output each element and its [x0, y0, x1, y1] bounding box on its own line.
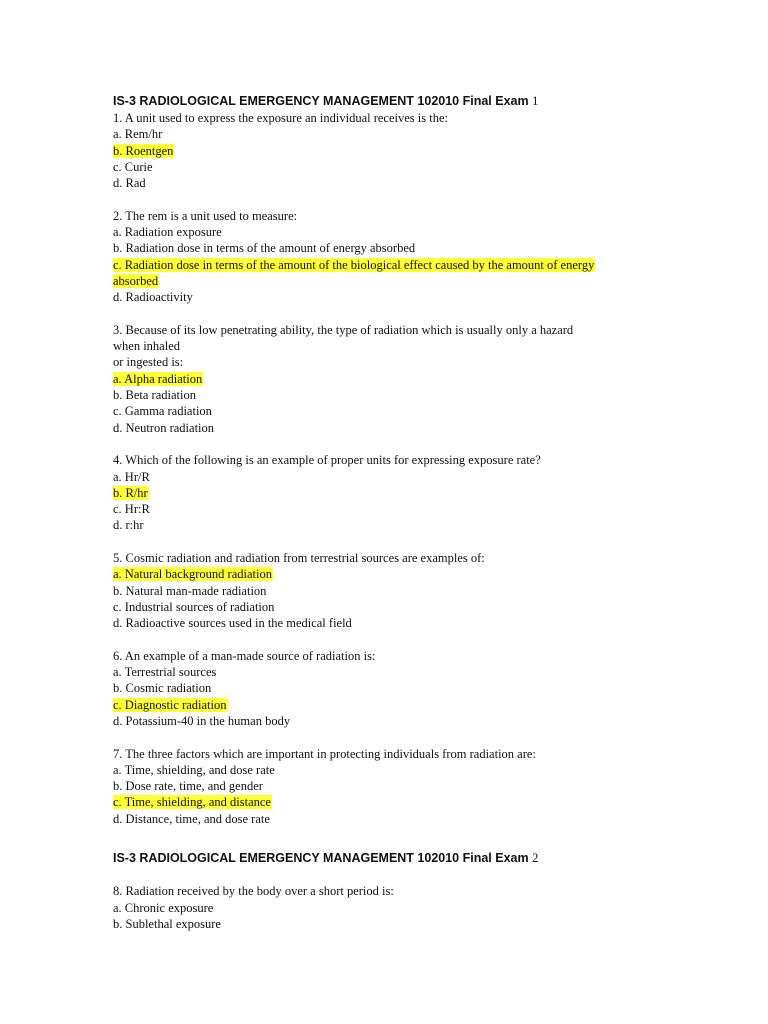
answer-option: c. Gamma radiation: [113, 404, 212, 419]
answer-option-correct: [113, 566, 673, 582]
answer-option-correct: [113, 697, 673, 713]
highlighted-answer: a. Alpha radiation: [113, 371, 203, 386]
spacer: [113, 827, 673, 849]
spacer: [113, 729, 673, 745]
answer-option: a. Chronic exposure: [113, 900, 214, 915]
answer-option-correct: [113, 257, 673, 273]
answer-option-correct: [113, 371, 673, 387]
answer-option: a. Rem/hr: [113, 127, 163, 142]
highlighted-answer: a. Natural background radiation: [113, 567, 272, 582]
answer-option: d. Radioactivity: [113, 290, 193, 305]
answer-option-correct-continued: [113, 273, 673, 289]
question-6: [113, 648, 673, 729]
spacer: [113, 867, 673, 883]
spacer: [113, 191, 673, 207]
answer-option-correct: [113, 485, 673, 501]
answer-option-correct: [113, 143, 673, 159]
exam-document: [113, 92, 673, 932]
answer-option: b. Natural man-made radiation: [113, 583, 267, 598]
answer-option: b. Dose rate, time, and gender: [113, 779, 263, 794]
spacer: [113, 306, 673, 322]
question-text: 3. Because of its low penetrating ability, the type of radiation which is usually only a hazard: [113, 322, 574, 337]
page-number: 1: [532, 94, 539, 108]
answer-option: c. Industrial sources of radiation: [113, 599, 275, 614]
highlighted-answer: b. R/hr: [113, 485, 148, 500]
answer-option: a. Terrestrial sources: [113, 665, 217, 680]
highlighted-answer: absorbed: [113, 273, 159, 288]
answer-option: a. Radiation exposure: [113, 225, 222, 240]
spacer: [113, 632, 673, 648]
answer-option: d. Distance, time, and dose rate: [113, 811, 270, 826]
answer-option: b. Sublethal exposure: [113, 916, 221, 931]
question-7: [113, 746, 673, 827]
question-text-continued: or ingested is:: [113, 355, 184, 370]
answer-option-correct: [113, 794, 673, 810]
page-number: 2: [532, 851, 539, 866]
question-text-continued: when inhaled: [113, 339, 180, 354]
answer-option: a. Time, shielding, and dose rate: [113, 762, 275, 777]
answer-option: a. Hr/R: [113, 469, 150, 484]
question-text: 1. A unit used to express the exposure an individual receives is the:: [113, 111, 448, 125]
answer-option: d. Radioactive sources used in the medical field: [113, 616, 352, 631]
question-1: [113, 110, 673, 191]
highlighted-answer: c. Radiation dose in terms of the amount of the biological effect caused by the amount of energy: [113, 257, 595, 272]
question-text: 6. An example of a man-made source of radiation is:: [113, 648, 376, 663]
question-8: [113, 883, 673, 932]
answer-option: c. Curie: [113, 159, 153, 174]
spacer: [113, 436, 673, 452]
question-5: [113, 550, 673, 631]
exam-title-page-2: [113, 849, 673, 867]
answer-option: b. Radiation dose in terms of the amount of energy absorbed: [113, 241, 416, 256]
answer-option: d. r:hr: [113, 518, 144, 533]
question-2: [113, 208, 673, 306]
question-text: 5. Cosmic radiation and radiation from terrestrial sources are examples of:: [113, 551, 485, 566]
highlighted-answer: c. Time, shielding, and distance: [113, 795, 271, 810]
exam-title-page-1: [113, 92, 673, 110]
question-text: 8. Radiation received by the body over a short period is:: [113, 884, 394, 899]
spacer: [113, 534, 673, 550]
exam-title-text: IS-3 RADIOLOGICAL EMERGENCY MANAGEMENT 102010 Final Exam: [113, 94, 529, 108]
highlighted-answer: c. Diagnostic radiation: [113, 697, 227, 712]
exam-title-text: IS-3 RADIOLOGICAL EMERGENCY MANAGEMENT 102010 Final Exam: [113, 851, 529, 866]
answer-option: b. Beta radiation: [113, 388, 196, 403]
answer-option: d. Neutron radiation: [113, 420, 215, 435]
question-text: 4. Which of the following is an example of proper units for expressing exposure rate?: [113, 453, 541, 468]
question-3: [113, 322, 673, 436]
highlighted-answer: b. Roentgen: [113, 143, 174, 158]
question-text: 2. The rem is a unit used to measure:: [113, 208, 298, 223]
question-4: [113, 452, 673, 533]
answer-option: c. Hr:R: [113, 502, 150, 517]
question-text: 7. The three factors which are important in protecting individuals from radiation are:: [113, 746, 536, 761]
answer-option: d. Rad: [113, 176, 146, 191]
answer-option: d. Potassium-40 in the human body: [113, 713, 291, 728]
answer-option: b. Cosmic radiation: [113, 681, 212, 696]
